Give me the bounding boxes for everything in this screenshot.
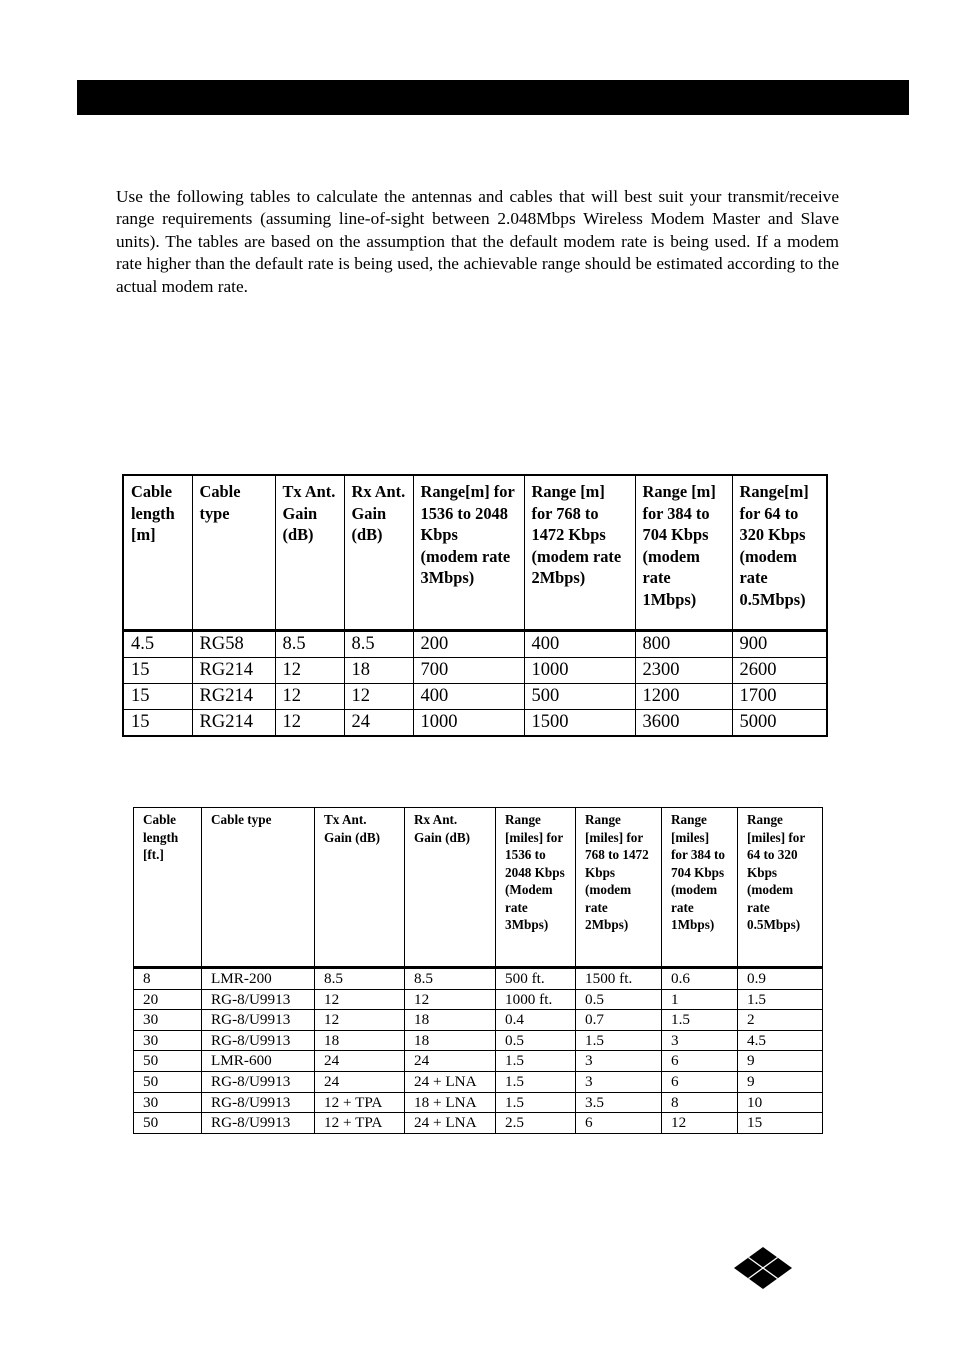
table-cell: 0.5: [496, 1030, 576, 1051]
table-cell: RG-8/U9913: [202, 1113, 315, 1134]
table-cell: 24 + LNA: [405, 1113, 496, 1134]
table-cell: 10: [738, 1092, 823, 1113]
table-cell: 2300: [635, 658, 732, 684]
table-cell: 8.5: [315, 968, 405, 990]
table-cell: 1500: [524, 710, 635, 737]
table-cell: 5000: [732, 710, 827, 737]
column-header: Range[m] for 64 to 320 Kbps (modem rate 0.5Mbps): [732, 475, 827, 631]
table-cell: 3: [576, 1071, 662, 1092]
section-header-bar: [77, 80, 909, 115]
table-cell: 0.6: [662, 968, 738, 990]
table-cell: 1.5: [662, 1010, 738, 1031]
table-cell: 9: [738, 1071, 823, 1092]
table-cell: RG-8/U9913: [202, 1030, 315, 1051]
table-cell: 0.9: [738, 968, 823, 990]
table-cell: 30: [134, 1092, 202, 1113]
column-header: Cable type: [202, 808, 315, 968]
table-row: [134, 1051, 823, 1072]
column-header: Range[m] for 1536 to 2048 Kbps (modem rate 3Mbps): [413, 475, 524, 631]
table-cell: 1: [662, 989, 738, 1010]
table-cell: 12: [315, 989, 405, 1010]
table-cell: 50: [134, 1051, 202, 1072]
table-cell: RG-8/U9913: [202, 1010, 315, 1031]
table-cell: 30: [134, 1030, 202, 1051]
table-cell: 1.5: [496, 1071, 576, 1092]
table-row: [134, 1030, 823, 1051]
intro-paragraph: Use the following tables to calculate the antennas and cables that will best suit your transmit/receive range requirements (assuming line-of-sight between 2.048Mbps Wireless Modem Master and Slave units). The tables are based on the assumption that the default modem rate is being used. If a modem rate higher than the default rate is being used, the achievable range should be estimated according to the actual modem rate.: [116, 187, 839, 296]
table-cell: 24: [405, 1051, 496, 1072]
table-cell: 8: [662, 1092, 738, 1113]
table-cell: 18 + LNA: [405, 1092, 496, 1113]
column-header: Tx Ant. Gain (dB): [315, 808, 405, 968]
table-row: [134, 1092, 823, 1113]
table-cell: 1000 ft.: [496, 989, 576, 1010]
table-cell: 15: [123, 710, 192, 737]
table-header-row: [123, 475, 827, 631]
table-cell: 1.5: [496, 1092, 576, 1113]
table-cell: 1000: [524, 658, 635, 684]
table-cell: 4.5: [738, 1030, 823, 1051]
table-cell: 700: [413, 658, 524, 684]
table-cell: 24: [315, 1071, 405, 1092]
table-cell: 20: [134, 989, 202, 1010]
column-header: Range [m] for 384 to 704 Kbps (modem rate 1Mbps): [635, 475, 732, 631]
range-table-metric: [122, 474, 828, 737]
table-cell: 1200: [635, 684, 732, 710]
table-cell: 1.5: [496, 1051, 576, 1072]
table-cell: 400: [413, 684, 524, 710]
table-cell: 2.5: [496, 1113, 576, 1134]
column-header: Range [miles] for 1536 to 2048 Kbps (Modem rate 3Mbps): [496, 808, 576, 968]
black-box-logo-icon: [734, 1247, 792, 1289]
table-cell: LMR-200: [202, 968, 315, 990]
table-cell: RG-8/U9913: [202, 1092, 315, 1113]
table-cell: 9: [738, 1051, 823, 1072]
table-cell: 3: [662, 1030, 738, 1051]
table-cell: 50: [134, 1071, 202, 1092]
table-row: [134, 989, 823, 1010]
table-cell: 2600: [732, 658, 827, 684]
table-cell: 500: [524, 684, 635, 710]
table-cell: 8.5: [405, 968, 496, 990]
table-cell: 12: [344, 684, 413, 710]
table-cell: 200: [413, 631, 524, 658]
table-cell: 18: [405, 1030, 496, 1051]
table-cell: 1000: [413, 710, 524, 737]
table-row: [123, 631, 827, 658]
table-cell: 1.5: [576, 1030, 662, 1051]
column-header: Cable type: [192, 475, 275, 631]
table-cell: 6: [576, 1113, 662, 1134]
table-cell: 8.5: [275, 631, 344, 658]
table-row: [123, 684, 827, 710]
table-cell: 400: [524, 631, 635, 658]
column-header: Cable length [ft.]: [134, 808, 202, 968]
table-cell: 12: [275, 684, 344, 710]
table-cell: 50: [134, 1113, 202, 1134]
table-cell: 3.5: [576, 1092, 662, 1113]
table-cell: 3: [576, 1051, 662, 1072]
table-cell: 12: [275, 710, 344, 737]
table-cell: 18: [344, 658, 413, 684]
table-cell: 4.5: [123, 631, 192, 658]
table-cell: 24: [344, 710, 413, 737]
table-cell: 3600: [635, 710, 732, 737]
table-cell: 6: [662, 1051, 738, 1072]
table-cell: 12: [275, 658, 344, 684]
table-cell: LMR-600: [202, 1051, 315, 1072]
table-cell: 1.5: [738, 989, 823, 1010]
table-header-row: [134, 808, 823, 968]
table-cell: RG58: [192, 631, 275, 658]
column-header: Rx Ant. Gain (dB): [344, 475, 413, 631]
column-header: Range [miles] for 64 to 320 Kbps (modem rate 0.5Mbps): [738, 808, 823, 968]
table-cell: 12 + TPA: [315, 1092, 405, 1113]
column-header: Range [miles] for 768 to 1472 Kbps (modem rate 2Mbps): [576, 808, 662, 968]
table-cell: 30: [134, 1010, 202, 1031]
table-cell: RG-8/U9913: [202, 1071, 315, 1092]
table-cell: 24: [315, 1051, 405, 1072]
table-row: [134, 1113, 823, 1134]
table-cell: 15: [123, 684, 192, 710]
table-cell: 0.4: [496, 1010, 576, 1031]
column-header: Range [m] for 768 to 1472 Kbps (modem rate 2Mbps): [524, 475, 635, 631]
table-cell: RG214: [192, 684, 275, 710]
table-cell: 6: [662, 1071, 738, 1092]
column-header: Range [miles] for 384 to 704 Kbps (modem rate 1Mbps): [662, 808, 738, 968]
table-cell: 2: [738, 1010, 823, 1031]
table-cell: 24 + LNA: [405, 1071, 496, 1092]
table-cell: 12 + TPA: [315, 1113, 405, 1134]
table-cell: 0.7: [576, 1010, 662, 1031]
table-cell: 12: [662, 1113, 738, 1134]
table-cell: RG-8/U9913: [202, 989, 315, 1010]
table-cell: 8: [134, 968, 202, 990]
table-cell: 800: [635, 631, 732, 658]
table-cell: 12: [315, 1010, 405, 1031]
column-header: Cable length [m]: [123, 475, 192, 631]
range-table-imperial: [133, 807, 823, 1134]
table-row: [134, 1010, 823, 1031]
table-row: [123, 658, 827, 684]
table-row: [134, 968, 823, 990]
table-cell: 8.5: [344, 631, 413, 658]
table-cell: 18: [315, 1030, 405, 1051]
table-cell: 1500 ft.: [576, 968, 662, 990]
table-cell: 0.5: [576, 989, 662, 1010]
column-header: Tx Ant. Gain (dB): [275, 475, 344, 631]
table-cell: 15: [738, 1113, 823, 1134]
table-row: [134, 1071, 823, 1092]
table-cell: 900: [732, 631, 827, 658]
table-cell: RG214: [192, 710, 275, 737]
table-cell: 12: [405, 989, 496, 1010]
table-cell: 15: [123, 658, 192, 684]
table-cell: RG214: [192, 658, 275, 684]
table-cell: 1700: [732, 684, 827, 710]
table-cell: 500 ft.: [496, 968, 576, 990]
table-cell: 18: [405, 1010, 496, 1031]
table-row: [123, 710, 827, 737]
column-header: Rx Ant. Gain (dB): [405, 808, 496, 968]
